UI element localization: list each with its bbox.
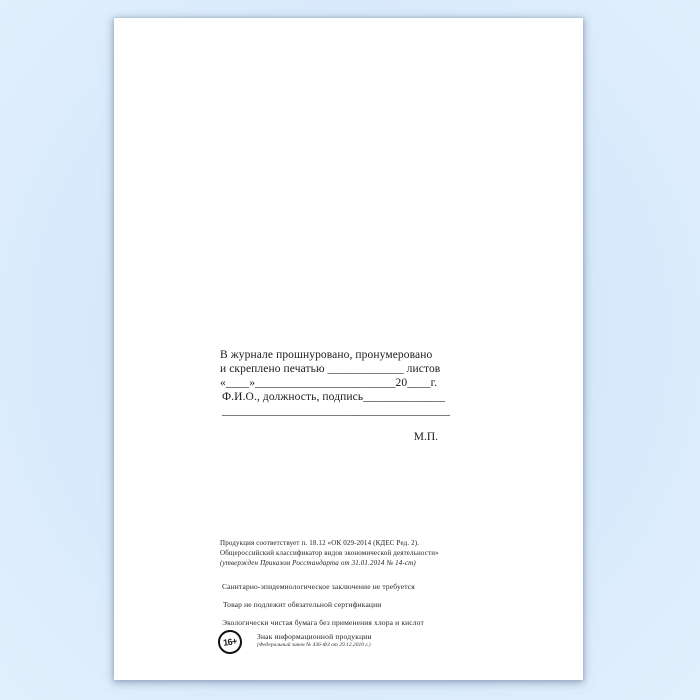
compliance-statement: Экологически чистая бумага без применения хлора и кислот [222, 618, 424, 627]
compliance-statement: Товар не подлежит обязательной сертификации [223, 600, 382, 609]
compliance-block [220, 538, 520, 628]
age-badge-title: Знак информационной продукции [257, 632, 372, 641]
seal-line: и скреплено печатью _____________ листов [220, 363, 441, 375]
compliance-statement: Санитарно-эпидемиологическое заключение не требуется [222, 582, 415, 591]
age-badge-subtitle: (Федеральный закон № 436-ФЗ от 29.12.2010 г.) [257, 642, 371, 648]
seal-block [220, 348, 451, 444]
age-badge-row [218, 630, 372, 654]
seal-line: «____»________________________20____г. [220, 377, 438, 389]
journal-back-page [114, 18, 583, 680]
stamp-place-label: М.П. [413, 431, 438, 443]
seal-line: Ф.И.О., должность, подпись______________ [222, 391, 446, 403]
seal-line: В журнале прошнуровано, пронумеровано [220, 349, 433, 361]
compliance-paragraph-line: Продукция соответствует п. 18.12 «ОК 029-2014 (КДЕС Ред. 2). [220, 539, 420, 547]
signature-line: _______________________________________ [222, 405, 451, 417]
compliance-paragraph-line: (утвержден Приказом Росстандарта от 31.01.2014 № 14-ст) [220, 559, 416, 567]
age-16-badge-icon: 16+ [216, 628, 243, 655]
age-badge-text [257, 630, 372, 649]
compliance-paragraph-line: Общероссийский классификатор видов экономической деятельности» [220, 549, 439, 557]
